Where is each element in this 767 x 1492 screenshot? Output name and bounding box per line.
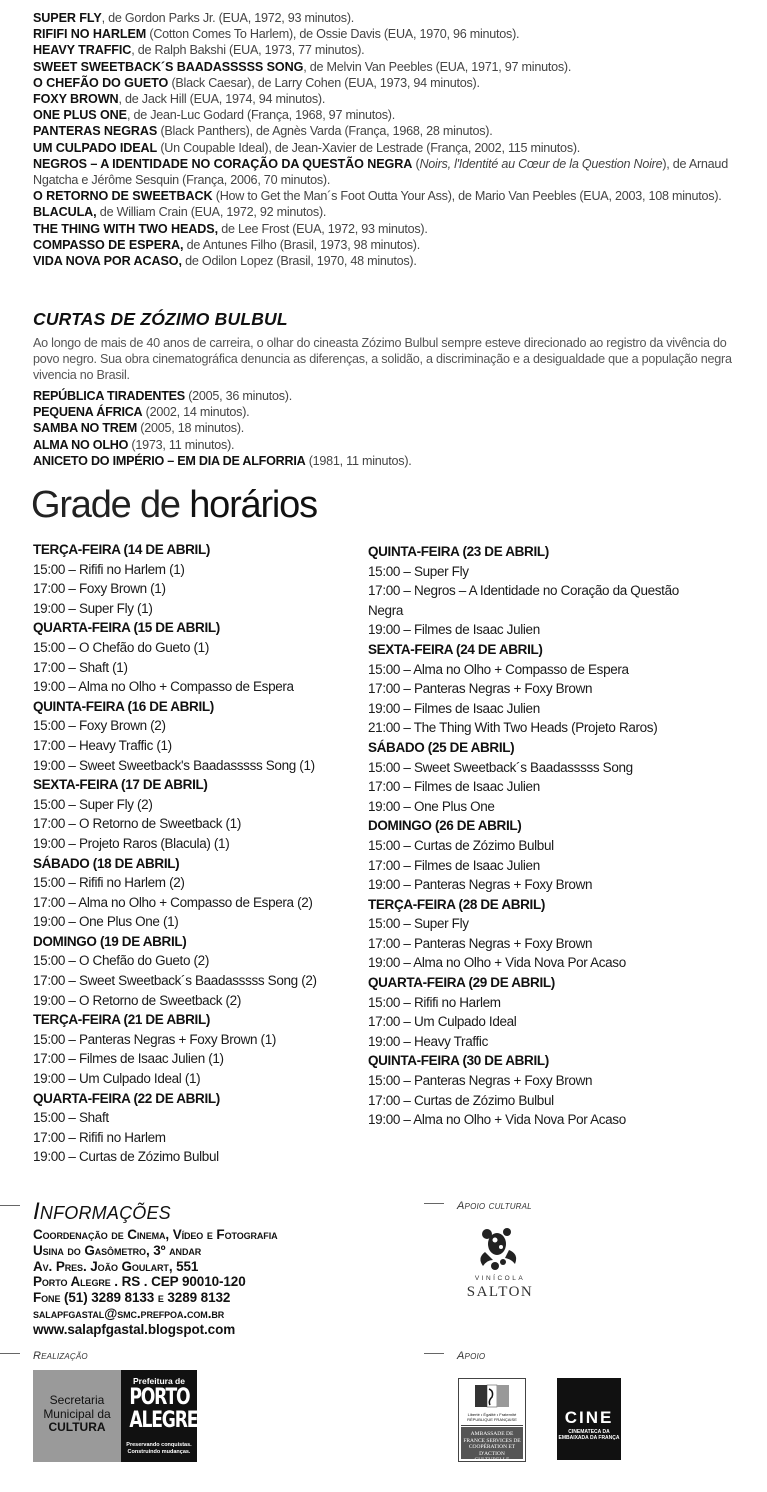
salton-name: SALTON (466, 1284, 534, 1300)
schedule-session: 17:00 – Heavy Traffic (1) (33, 737, 172, 753)
curtas-title: CURTAS DE ZÓZIMO BULBUL (33, 309, 288, 329)
curta-item (33, 437, 733, 453)
salton-emblem-icon (455, 1222, 545, 1274)
info-line: Coordenação de Cinema, Vídeo e Fotografia (33, 1227, 278, 1242)
film-details: de Antunes Filho (Brasil, 1973, 98 minutos). (183, 237, 420, 252)
schedule-day-heading: QUINTA-FEIRA (30 DE ABRIL) (368, 1053, 549, 1069)
schedule-session: 15:00 – Shaft (33, 1110, 109, 1126)
schedule-day-heading: SÁBADO (25 DE ABRIL) (368, 739, 515, 755)
schedule-day-heading: SÁBADO (18 DE ABRIL) (33, 855, 180, 871)
schedule-session: 17:00 – Shaft (1) (33, 659, 128, 675)
film-details: ), de Arnaud Ngatcha e Jérôme Sesquin (França, 2006, 70 minutos). (33, 156, 728, 188)
film-title: O RETORNO DE SWEETBACK (33, 189, 213, 204)
schedule-day-heading: QUINTA-FEIRA (16 DE ABRIL) (33, 698, 214, 714)
schedule-day-heading: DOMINGO (26 DE ABRIL) (368, 818, 522, 834)
grade-title-part2: horários (189, 484, 317, 526)
pmpa-pre: Prefeitura de (133, 1376, 185, 1386)
pmpa-slogan: Preservando conquistas. Construindo mudanças. (126, 1442, 192, 1455)
info-title-rest: NFORMAÇÕES (39, 1203, 171, 1223)
curta-details: (2005, 18 minutos). (137, 421, 245, 436)
curta-item (33, 453, 733, 469)
schedule-session: 19:00 – Panteras Negras + Foxy Brown (368, 877, 593, 893)
film-title: SWEET SWEETBACK´S BAADASSSSS SONG (33, 59, 304, 74)
ambassade-text: AMBASSADE DE FRANCE SERVICES DE COOPÉRATION ET D'ACTION CULTURELLE (461, 1427, 523, 1459)
film-title: SUPER FLY (33, 11, 102, 25)
curta-item (33, 388, 733, 404)
curta-item (33, 404, 733, 420)
schedule-session: 15:00 – Rififi no Harlem (2) (33, 875, 185, 891)
film-title: PANTERAS NEGRAS (33, 124, 158, 139)
salton-logo (455, 1222, 545, 1302)
film-title: FOXY BROWN (33, 92, 119, 107)
marianne-icon (461, 1381, 523, 1411)
schedule-session: 19:00 – Alma no Olho + Vida Nova Por Acaso (368, 1112, 626, 1128)
film-title: RIFIFI NO HARLEM (33, 27, 147, 42)
schedule-day-heading: TERÇA-FEIRA (21 DE ABRIL) (33, 1012, 211, 1028)
film-details: (Black Caesar), de Larry Cohen (EUA, 1973, 94 minutos). (168, 75, 480, 90)
schedule-session: 17:00 – Negros – A Identidade no Coração da Questão Negra (368, 583, 679, 618)
film-title: NEGROS – A IDENTIDADE NO CORAÇÃO DA QUESTÃO NEGRA (33, 156, 413, 171)
curta-title: PEQUENA ÁFRICA (33, 405, 143, 420)
smc-line1: Secretaria (49, 1393, 105, 1407)
film-item (33, 123, 738, 139)
info-title (33, 1198, 171, 1226)
cine-sub: CINEMATECA DA EMBAIXADA DA FRANÇA (558, 1429, 620, 1441)
schedule-session: 17:00 – Sweet Sweetback´s Baadasssss Song (2) (33, 973, 317, 989)
curta-title: ANICETO DO IMPÉRIO – EM DIA DE ALFORRIA (33, 453, 306, 468)
schedule-session: 19:00 – Alma no Olho + Compasso de Espera (33, 679, 294, 695)
film-title: VIDA NOVA POR ACASO, (33, 254, 182, 269)
schedule-session: 17:00 – Filmes de Isaac Julien (1) (33, 1051, 224, 1067)
film-title: ONE PLUS ONE (33, 108, 127, 123)
film-title: BLACULA, (33, 205, 97, 220)
schedule-session: 15:00 – Rififi no Harlem (1) (33, 561, 185, 577)
info-line: Av. Pres. João Goulart, 551 (33, 1258, 199, 1274)
info-block (33, 1227, 278, 1338)
film-details: (How to Get the Man´s Foot Outta Your Ass), de Mario Van Peebles (EUA, 2003, 108 minutos). (212, 189, 722, 204)
film-details: , de Ralph Bakshi (EUA, 1973, 77 minutos). (131, 43, 365, 58)
divider-info (0, 1205, 20, 1206)
schedule-right-column (368, 542, 698, 1130)
curta-details: (1973, 11 minutos). (128, 437, 235, 452)
schedule-session: 19:00 – Sweet Sweetback's Baadasssss Song (1) (33, 757, 315, 773)
schedule-day-heading: QUINTA-FEIRA (23 DE ABRIL) (368, 544, 549, 559)
smc-line3: CULTURA (48, 1420, 106, 1434)
schedule-session: 17:00 – Rififi no Harlem (33, 1129, 166, 1145)
schedule-session: 17:00 – Panteras Negras + Foxy Brown (368, 935, 593, 951)
schedule-session: 19:00 – Projeto Raros (Blacula) (1) (33, 835, 230, 851)
film-item (33, 10, 738, 26)
pmpa-line1: PORTO (129, 1385, 190, 1410)
cine-big: CINE (564, 1408, 614, 1427)
schedule-session: 15:00 – O Chefão do Gueto (1) (33, 639, 209, 655)
divider-apoio-cultural (424, 1203, 444, 1204)
film-title: THE THING WITH TWO HEADS, (33, 221, 218, 236)
smc-logo (33, 1370, 121, 1462)
schedule-session: 19:00 – Super Fly (1) (33, 600, 153, 616)
film-title: UM CULPADO IDEAL (33, 140, 158, 155)
film-item (33, 237, 738, 253)
film-details: , de Melvin Van Peebles (EUA, 1971, 97 minutos). (303, 59, 572, 74)
schedule-session: 15:00 – Sweet Sweetback´s Baadasssss Song (368, 759, 633, 775)
divider-apoio (424, 1353, 444, 1354)
film-title: COMPASSO DE ESPERA, (33, 237, 184, 252)
schedule-session: 21:00 – The Thing With Two Heads (Projeto Raros) (368, 720, 658, 736)
info-website: www.salapfgastal.blogspot.com (33, 1321, 236, 1337)
schedule-day-heading: QUARTA-FEIRA (15 DE ABRIL) (33, 620, 220, 636)
film-item (33, 26, 738, 42)
schedule-session: 17:00 – Um Culpado Ideal (368, 1014, 517, 1030)
schedule-session: 19:00 – Um Culpado Ideal (1) (33, 1071, 201, 1087)
schedule-session: 19:00 – Filmes de Isaac Julien (368, 622, 540, 638)
smc-line2: Municipal da (43, 1406, 111, 1421)
curta-item (33, 420, 733, 436)
curtas-list (33, 388, 733, 469)
divider-realizacao (0, 1353, 20, 1354)
film-details: de Odilon Lopez (Brasil, 1970, 48 minutos). (181, 254, 417, 269)
film-details: , de Jack Hill (EUA, 1974, 94 minutos). (118, 92, 326, 107)
film-details: (Black Panthers), de Agnès Varda (França, 1968, 28 minutos). (157, 124, 493, 139)
schedule-session: 15:00 – Curtas de Zózimo Bulbul (368, 837, 554, 853)
schedule-session: 15:00 – Alma no Olho + Compasso de Espera (368, 661, 629, 677)
schedule-session: 17:00 – Filmes de Isaac Julien (368, 857, 540, 873)
curtas-description: Ao longo de mais de 40 anos de carreira, o olhar do cineasta Zózimo Bulbul sempre esteve direcionado ao registro da vivência do povo negro. Sua obra cinematográfica denuncia as diferenças, a solidão, a discriminação e a desigualdade que a população negra vivencia no Brasil. (33, 336, 732, 382)
film-item (33, 204, 738, 220)
apoio-cultural-label: Apoio cultural (457, 1200, 532, 1212)
curta-title: ALMA NO OLHO (33, 437, 129, 452)
info-line: Usina do Gasômetro, 3º andar (33, 1242, 202, 1258)
schedule-session: 19:00 – O Retorno de Sweetback (2) (33, 992, 241, 1008)
ambassade-logo (458, 1378, 526, 1462)
schedule-day-heading: DOMINGO (19 DE ABRIL) (33, 933, 187, 949)
film-item (33, 221, 738, 237)
schedule-session: 15:00 – O Chefão do Gueto (2) (33, 953, 209, 969)
schedule-session: 17:00 – O Retorno de Sweetback (1) (33, 816, 241, 832)
film-item (33, 253, 738, 269)
film-original-title: Noirs, l'Identité au Cœur de la Question Noire (419, 156, 663, 171)
schedule-session: 15:00 – Super Fly (368, 563, 469, 579)
schedule-session: 19:00 – Alma no Olho + Vida Nova Por Acaso (368, 955, 626, 971)
schedule-session: 17:00 – Foxy Brown (1) (33, 581, 166, 597)
film-item (33, 107, 738, 123)
film-details: de William Crain (EUA, 1972, 92 minutos). (96, 205, 327, 220)
pmpa-line2: ALEGRE (129, 1408, 198, 1433)
realizacao-label: Realização (33, 1350, 88, 1362)
schedule-session: 17:00 – Curtas de Zózimo Bulbul (368, 1092, 554, 1108)
prefeitura-logo (121, 1370, 197, 1462)
schedule-session: 17:00 – Alma no Olho + Compasso de Espera (2) (33, 894, 313, 910)
schedule-day-heading: TERÇA-FEIRA (14 DE ABRIL) (33, 542, 211, 557)
schedule-session: 15:00 – Super Fly (368, 916, 469, 932)
schedule-day-heading: SEXTA-FEIRA (24 DE ABRIL) (368, 641, 543, 657)
info-line: Porto Alegre . RS . CEP 90010-120 (33, 1274, 246, 1290)
film-item (33, 42, 738, 58)
film-details: (Un Coupable Ideal), de Jean-Xavier de Lestrade (França, 2002, 115 minutos). (157, 140, 581, 155)
schedule-session: 19:00 – One Plus One (368, 798, 495, 814)
ambassade-top (461, 1381, 523, 1426)
film-item (33, 140, 738, 156)
info-title-initial: I (33, 1198, 40, 1225)
apoio-label: Apoio (457, 1350, 486, 1362)
film-details: (Cotton Comes To Harlem), de Ossie Davis (EUA, 1970, 96 minutos). (146, 27, 520, 42)
schedule-session: 15:00 – Panteras Negras + Foxy Brown (1) (33, 1031, 277, 1047)
schedule-session: 15:00 – Foxy Brown (2) (33, 718, 166, 734)
schedule-session: 15:00 – Super Fly (2) (33, 796, 153, 812)
film-item (33, 59, 738, 75)
schedule-session: 19:00 – Heavy Traffic (368, 1033, 488, 1049)
film-details-open: ( (412, 156, 420, 171)
film-details: de Lee Frost (EUA, 1972, 93 minutos). (218, 221, 428, 236)
film-list (33, 10, 738, 269)
schedule-day-heading: QUARTA-FEIRA (22 DE ABRIL) (33, 1090, 220, 1106)
film-item (33, 75, 738, 91)
film-item (33, 156, 738, 188)
curta-title: REPÚBLICA TIRADENTES (33, 389, 185, 403)
film-details: , de Jean-Luc Godard (França, 1968, 97 minutos). (126, 108, 395, 123)
schedule-session: 17:00 – Filmes de Isaac Julien (368, 779, 540, 795)
salton-vinicola: VINÍCOLA (474, 1275, 526, 1282)
schedule-session: 15:00 – Panteras Negras + Foxy Brown (368, 1073, 593, 1089)
film-item (33, 188, 738, 204)
curta-details: (1981, 11 minutos). (305, 453, 412, 468)
schedule-day-heading: SEXTA-FEIRA (17 DE ABRIL) (33, 777, 208, 793)
info-line: salapfgastal@smc.prefpoa.com.br (33, 1305, 225, 1321)
schedule-left-column (33, 540, 363, 1167)
schedule-session: 19:00 – One Plus One (1) (33, 914, 179, 930)
schedule-session: 17:00 – Panteras Negras + Foxy Brown (368, 681, 593, 697)
schedule-session: 15:00 – Rififi no Harlem (368, 994, 501, 1010)
schedule-day-heading: TERÇA-FEIRA (28 DE ABRIL) (368, 896, 546, 912)
film-title: O CHEFÃO DO GUETO (33, 75, 169, 90)
schedule-session: 19:00 – Filmes de Isaac Julien (368, 700, 540, 716)
film-item (33, 91, 738, 107)
film-title: HEAVY TRAFFIC (33, 43, 132, 58)
film-details: , de Gordon Parks Jr. (EUA, 1972, 93 minutos). (101, 11, 355, 25)
cinemateca-logo (557, 1378, 621, 1460)
grade-title-part1: Grade de (31, 484, 190, 526)
curta-details: (2005, 36 minutos). (184, 389, 292, 403)
curta-details: (2002, 14 minutos). (142, 405, 250, 420)
curta-title: SAMBA NO TREM (33, 421, 138, 436)
schedule-day-heading: QUARTA-FEIRA (29 DE ABRIL) (368, 975, 555, 991)
ambassade-rf: Liberté • Égalité • Fraternité RÉPUBLIQUE FRANÇAISE (467, 1412, 517, 1422)
grade-title (31, 484, 317, 527)
info-line: Fone (51) 3289 8133 e 3289 8132 (33, 1290, 231, 1306)
schedule-session: 19:00 – Curtas de Zózimo Bulbul (33, 1149, 219, 1165)
